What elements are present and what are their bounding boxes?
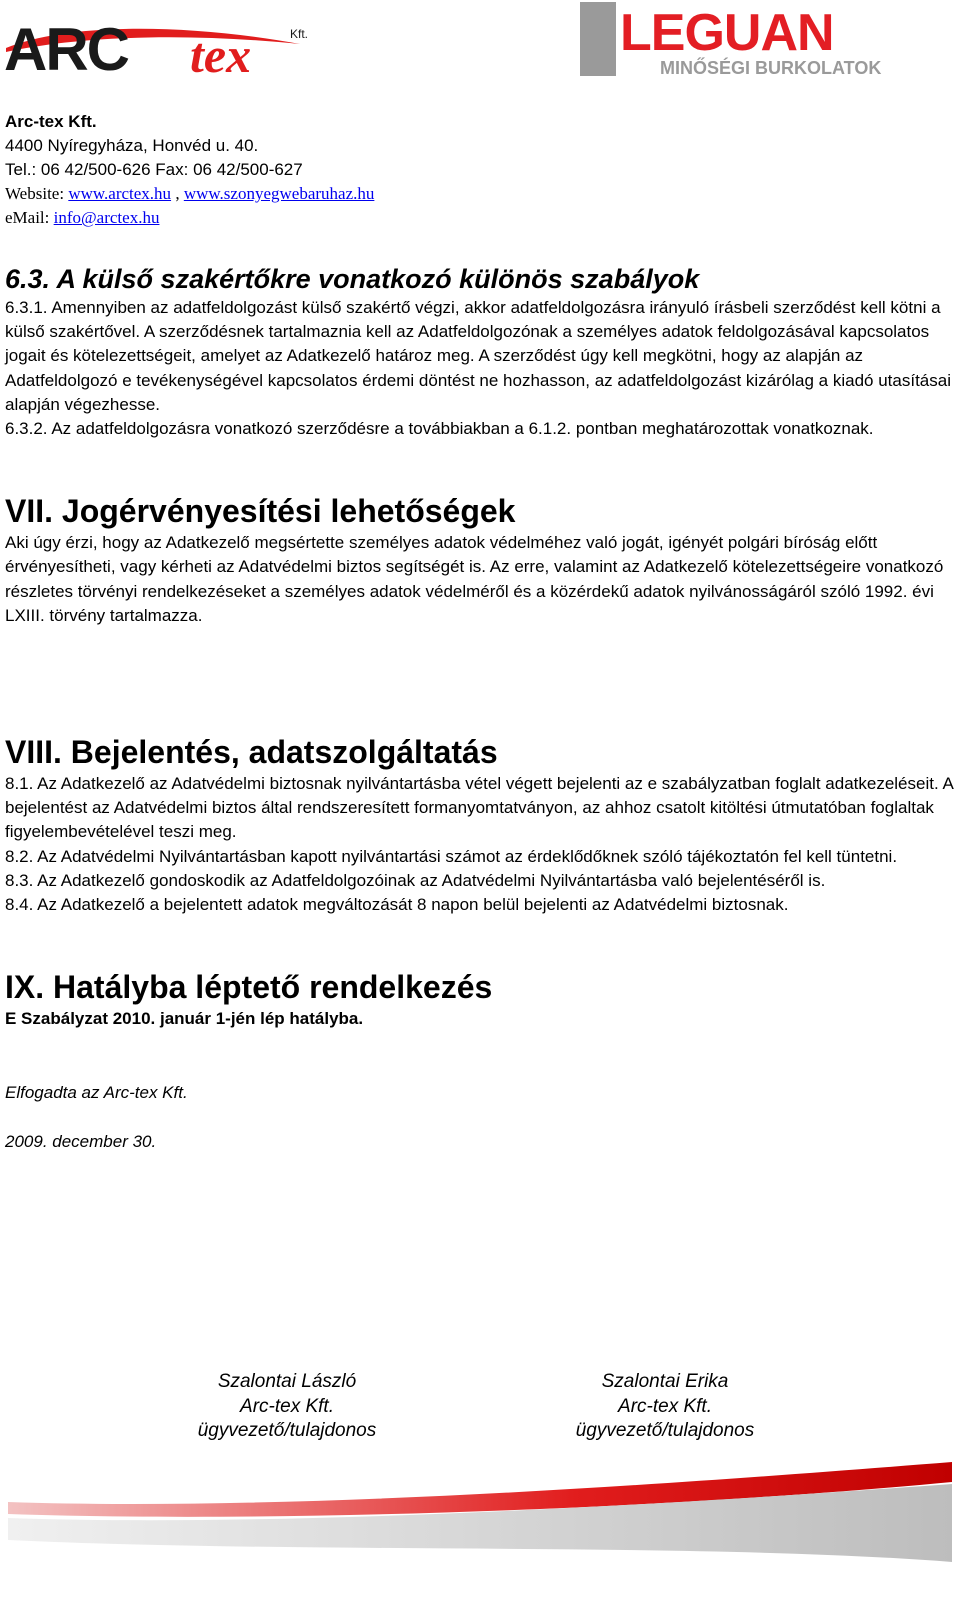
website-separator: ,	[175, 184, 180, 203]
logo-leguan-block	[580, 2, 616, 76]
signature-block-2	[515, 1370, 815, 1444]
footer-swoosh	[0, 1462, 960, 1624]
section-vii-title: VII. Jogérvényesítési lehetőségek	[5, 493, 516, 530]
section-ix-title: IX. Hatályba léptető rendelkezés	[5, 969, 493, 1006]
spacer	[5, 1031, 955, 1081]
section-8-1-paragraph: 8.1. Az Adatkezelő az Adatvédelmi biztosnak nyilvántartásba vétel végett bejelenti az e szabályzatban foglalt adatkezeléseit. A bejelentést az Adatvédelmi biztos által rendszeresített formanyomtatványon, az ahhoz csatolt kitöltési útmutatóban foglaltak figyelembevételével teszi meg.	[5, 774, 953, 842]
spacer	[5, 1106, 955, 1130]
signatory-company: Arc-tex Kft.	[240, 1395, 334, 1417]
company-name: Arc-tex Kft.	[5, 112, 97, 131]
logo-leguan-text: LEGUAN	[620, 4, 834, 62]
spacer	[5, 628, 955, 680]
section-viii-title: VIII. Bejelentés, adatszolgáltatás	[5, 734, 498, 771]
website-link-szonyeg[interactable]: www.szonyegwebaruhaz.hu	[183, 184, 375, 203]
adoption-statement: Elfogadta az Arc-tex Kft.	[5, 1083, 188, 1103]
logo-arc-text: ARC	[4, 16, 128, 83]
section-6-3-2-paragraph: 6.3.2. Az adatfeldolgozásra vonatkozó szerződésre a továbbiakban a 6.1.2. pontban meghatározottak vonatkoznak.	[5, 419, 874, 439]
section-8-4-paragraph: 8.4. Az Adatkezelő a bejelentett adatok megváltozását 8 napon belül bejelenti az Adatvédelmi biztosnak.	[5, 895, 789, 915]
email-link[interactable]: info@arctex.hu	[53, 208, 160, 227]
signatory-role: ügyvezető/tulajdonos	[575, 1420, 755, 1441]
signatory-role: ügyvezető/tulajdonos	[197, 1420, 377, 1441]
website-link-arctex[interactable]: www.arctex.hu	[68, 184, 172, 203]
section-6-3-title: 6.3. A külső szakértőkre vonatkozó különös szabályok	[5, 264, 700, 294]
leguan-logo	[580, 0, 960, 80]
signatory-name: Szalontai Erika	[601, 1371, 729, 1392]
logo-leguan-tagline: MINŐSÉGI BURKOLATOK	[660, 58, 882, 78]
signatory-name: Szalontai László	[217, 1371, 357, 1392]
company-phone: Tel.: 06 42/500-626 Fax: 06 42/500-627	[5, 160, 303, 179]
section-8-2-paragraph: 8.2. Az Adatvédelmi Nyilvántartásban kapott nyilvántartási számot az érdeklődőknek szóló tájékoztatón fel kell tüntetni.	[5, 846, 898, 866]
company-address: 4400 Nyíregyháza, Honvéd u. 40.	[5, 136, 259, 155]
section-vii-paragraph: Aki úgy érzi, hogy az Adatkezelő megsértette személyes adatok védelméhez való jogát, igényét polgári bíróság előtt érvényesítheti, vagy kérheti az Adatvédelmi biztos segítségét is. Az erre, valamint az Adatkezelő kötelezettségeire vonatkozó részletes törvényi rendelkezéseket a személyes adatok védelméről és a közérdekű adatok nyilvánosságáról szóló 1992. évi LXIII. törvény tartalmazza.	[5, 533, 944, 625]
spacer	[5, 680, 955, 732]
section-ix-paragraph: E Szabályzat 2010. január 1-jén lép hatályba.	[5, 1009, 364, 1029]
logo-kft-text: Kft.	[290, 27, 309, 41]
email-label: eMail:	[5, 208, 50, 227]
arctex-logo	[0, 4, 330, 84]
document-body	[5, 262, 955, 1154]
section-6-3-1-paragraph: 6.3.1. Amennyiben az adatfeldolgozást külső szakértő végzi, akkor adatfeldolgozásra irányuló írásbeli szerződést kell kötni a külső szakértővel. A szerződésnek tartalmaznia kell az Adatfeldolgozónak a személyes adatok feldolgozásával kapcsolatos jogait és kötelezettségeit, amelyet az Adatkezelő határoz meg. A szerződést úgy kell megkötni, hogy az alapján az Adatfeldolgozó e tevékenységével kapcsolatos érdemi döntést ne hozhasson, az adatfeldolgozást kizárólag a kiadó utasításai alapján végezhesse.	[5, 298, 951, 414]
section-8-3-paragraph: 8.3. Az Adatkezelő gondoskodik az Adatfeldolgozóinak az Adatvédelmi Nyilvántartásba való bejelentéséről is.	[5, 870, 826, 890]
signatory-company: Arc-tex Kft.	[618, 1395, 712, 1417]
logo-tex-text: tex	[190, 27, 252, 83]
signature-block-1	[137, 1370, 437, 1444]
company-info	[5, 110, 374, 230]
spacer	[5, 917, 955, 967]
company-email-line	[5, 206, 374, 230]
adoption-date: 2009. december 30.	[5, 1131, 157, 1151]
spacer	[5, 441, 955, 491]
company-website-line	[5, 182, 374, 206]
website-label: Website:	[5, 184, 65, 203]
